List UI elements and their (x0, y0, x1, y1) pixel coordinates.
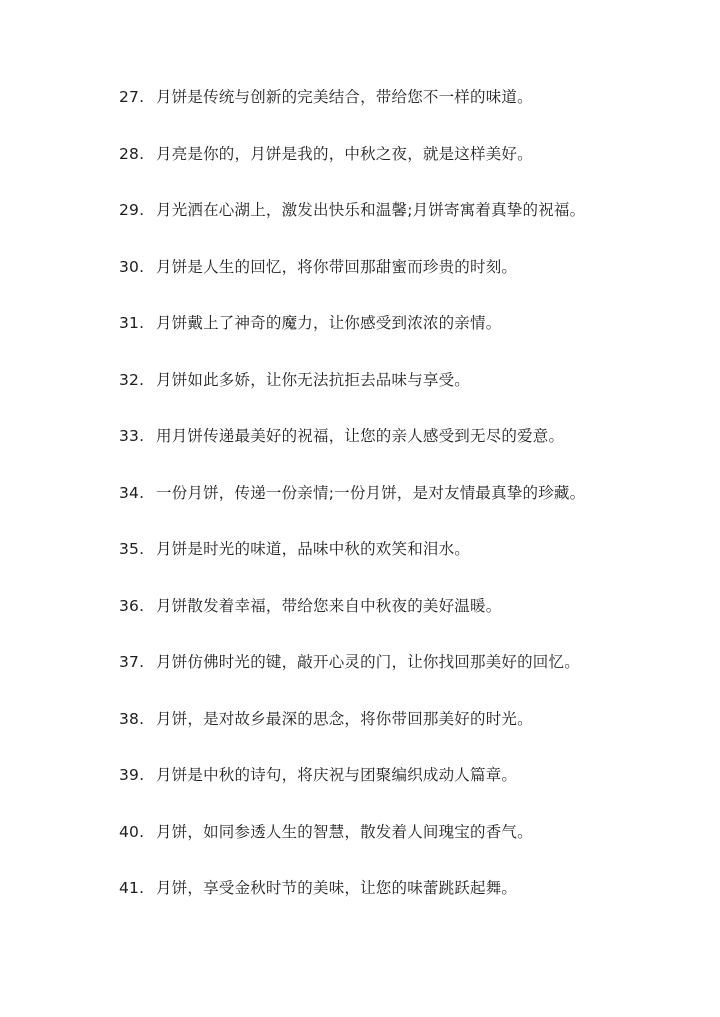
item-number: 38. (119, 709, 145, 728)
item-number: 40. (119, 822, 145, 841)
item-number: 28. (119, 144, 145, 163)
item-number: 27. (119, 88, 145, 106)
item-text: 月饼散发着幸福，带给您来自中秋夜的美好温暖。 (156, 596, 502, 615)
list-item (119, 143, 585, 166)
list-item (119, 199, 585, 222)
item-text: 月饼，享受金秋时节的美味，让您的味蕾跳跃起舞。 (156, 879, 518, 897)
item-number: 30. (119, 257, 145, 276)
list-item (119, 821, 585, 844)
list-item (119, 595, 585, 618)
item-text: 月饼仿佛时光的键，敲开心灵的门，让你找回那美好的回忆。 (156, 653, 580, 671)
sentence-list (119, 86, 585, 934)
item-number: 39. (119, 766, 145, 784)
item-text: 月饼是人生的回忆，将你带回那甜蜜而珍贵的时刻。 (156, 257, 518, 276)
item-number: 36. (119, 596, 145, 615)
item-text: 一份月饼，传递一份亲情;一份月饼，是对友情最真挚的珍藏。 (156, 483, 586, 502)
item-number: 41. (119, 879, 145, 897)
item-number: 34. (119, 483, 145, 502)
item-text: 月饼，是对故乡最深的思念，将你带回那美好的时光。 (156, 709, 533, 728)
item-text: 月饼是传统与创新的完美结合，带给您不一样的味道。 (156, 88, 533, 106)
item-number: 33. (119, 427, 145, 445)
item-text: 月亮是你的，月饼是我的，中秋之夜，就是这样美好。 (156, 144, 533, 163)
list-item (119, 86, 585, 109)
list-item (119, 764, 585, 787)
item-text: 月饼，如同参透人生的智慧，散发着人间瑰宝的香气。 (156, 822, 533, 841)
item-text: 月饼是中秋的诗句，将庆祝与团聚编织成动人篇章。 (156, 766, 518, 784)
list-item (119, 312, 585, 335)
list-item (119, 708, 585, 731)
item-text: 用月饼传递最美好的祝福，让您的亲人感受到无尽的爱意。 (156, 427, 565, 445)
item-number: 29. (119, 201, 145, 219)
list-item (119, 256, 585, 279)
list-item (119, 425, 585, 448)
item-text: 月饼是时光的味道，品味中秋的欢笑和泪水。 (156, 540, 471, 558)
list-item (119, 369, 585, 392)
item-number: 32. (119, 370, 145, 389)
item-number: 37. (119, 653, 145, 671)
item-number: 31. (119, 314, 145, 332)
item-text: 月饼如此多娇，让你无法抗拒去品味与享受。 (156, 370, 471, 389)
list-item (119, 651, 585, 674)
list-item (119, 482, 585, 505)
item-text: 月光洒在心湖上，激发出快乐和温馨;月饼寄寓着真挚的祝福。 (156, 201, 586, 219)
list-item (119, 538, 585, 561)
item-text: 月饼戴上了神奇的魔力，让你感受到浓浓的亲情。 (156, 314, 502, 332)
item-number: 35. (119, 540, 145, 558)
list-item (119, 877, 585, 900)
